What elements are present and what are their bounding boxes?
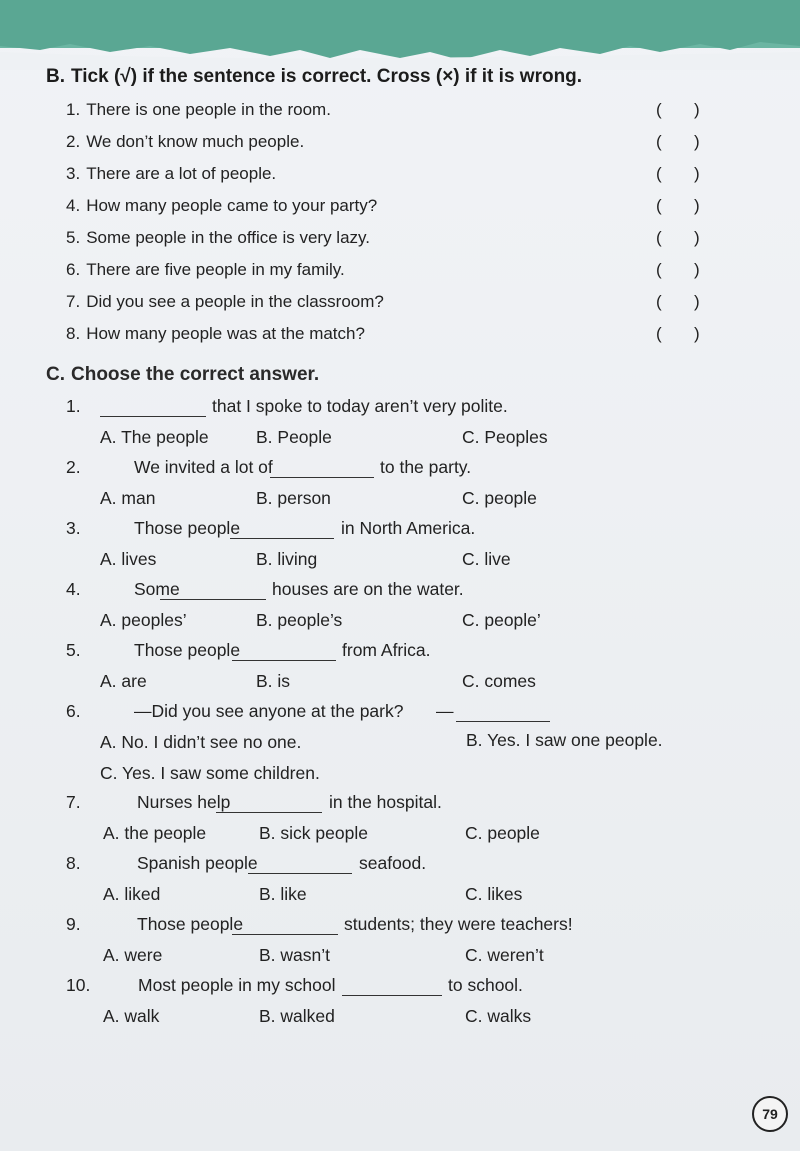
question-text-after: seafood. [359,853,427,873]
answer-paren-close[interactable]: ) [694,324,700,343]
question-text-after: to the party. [380,457,472,477]
question-text-before: We invited a lot of [134,457,273,477]
answer-blank[interactable] [100,396,206,417]
b-item-text: How many people was at the match? [86,324,365,343]
section-b-letter: B. [46,66,65,87]
question-text-after: houses are on the water. [272,579,464,599]
answer-paren-open[interactable]: ( [656,292,662,311]
answer-option[interactable]: B. people’s [256,610,343,630]
answer-option[interactable]: A. the people [103,823,207,843]
b-item-text: There is one people in the room. [86,100,331,119]
b-item-number: 8. [66,324,81,343]
question [66,853,706,877]
answer-paren-close[interactable]: ) [694,228,700,247]
section-b-instruction: Tick (√) if the sentence is correct. Cross (×) if it is wrong. [71,66,583,87]
question-number: 6. [66,701,81,721]
question-text-after: to school. [448,975,523,995]
question [66,518,706,542]
answer-blank[interactable] [160,579,266,600]
answer-blank[interactable] [456,701,550,722]
answer-paren-close[interactable]: ) [694,292,700,311]
answer-option[interactable]: C. comes [462,671,536,691]
question-number: 10. [66,975,91,995]
b-item-text: Some people in the office is very lazy. [86,228,370,247]
answer-option[interactable]: B. person [256,488,331,508]
answer-paren-open[interactable]: ( [656,260,662,279]
question-text-before: —Did you see anyone at the park? [134,701,404,721]
answer-option[interactable]: C. Yes. I saw some children. [100,763,320,783]
answer-option[interactable]: C. weren’t [465,945,544,965]
question [66,457,706,481]
answer-paren-close[interactable]: ) [694,164,700,183]
answer-option[interactable]: C. people’ [462,610,541,630]
question [66,579,706,603]
answer-option[interactable]: C. people [462,488,537,508]
answer-option[interactable]: A. are [100,671,147,691]
answer-option[interactable]: A. man [100,488,156,508]
b-item [66,228,706,254]
section-c-letter: C. [46,364,65,385]
question [66,396,706,420]
answer-option[interactable]: C. people [465,823,540,843]
question-text-before: Nurses help [137,792,231,812]
b-item-line [66,100,331,120]
b-item [66,100,706,126]
answer-option[interactable]: B. like [259,884,307,904]
question [66,975,706,999]
answer-paren-open[interactable]: ( [656,100,662,119]
b-item-number: 7. [66,292,81,311]
question-text-after: in North America. [341,518,476,538]
answer-option[interactable]: A. were [103,945,163,965]
answer-option[interactable]: A. No. I didn’t see no one. [100,732,302,752]
header-wave [0,0,800,60]
question-text-before: Some [134,579,180,599]
question-text-after: in the hospital. [329,792,442,812]
b-item-line [66,132,304,152]
question-text-after: from Africa. [342,640,431,660]
answer-paren-open[interactable]: ( [656,324,662,343]
b-item [66,196,706,222]
b-item-number: 5. [66,228,81,247]
question-number: 7. [66,792,81,812]
question-number: 4. [66,579,81,599]
answer-option[interactable]: B. wasn’t [259,945,330,965]
question-number: 3. [66,518,81,538]
answer-blank[interactable] [232,640,336,661]
answer-paren-close[interactable]: ) [694,196,700,215]
answer-blank[interactable] [232,914,338,935]
question [66,914,706,938]
b-item-number: 6. [66,260,81,279]
question-text-before: Those people [137,914,244,934]
question-text-before: Those people [134,640,241,660]
question [66,792,706,816]
section-c-instruction: Choose the correct answer. [71,364,320,385]
b-item-number: 1. [66,100,81,119]
answer-paren-open[interactable]: ( [656,132,662,151]
b-item [66,260,706,286]
question-text-before: Those people [134,518,241,538]
answer-option[interactable]: A. lives [100,549,157,569]
b-item-number: 2. [66,132,81,151]
b-item-number: 3. [66,164,81,183]
answer-paren-open[interactable]: ( [656,228,662,247]
b-item-line [66,260,345,280]
answer-paren-open[interactable]: ( [656,164,662,183]
b-item [66,132,706,158]
page-number: 79 [752,1096,788,1132]
answer-paren-close[interactable]: ) [694,260,700,279]
b-item-line [66,164,276,184]
b-item-text: Did you see a people in the classroom? [86,292,384,311]
header-decoration [0,0,800,70]
answer-paren-open[interactable]: ( [656,196,662,215]
question-text-after: that I spoke to today aren’t very polite. [212,396,508,416]
b-item-text: We don’t know much people. [86,132,305,151]
b-item-text: How many people came to your party? [86,196,378,215]
answer-blank[interactable] [248,853,352,874]
question-text-before: Spanish people [137,853,258,873]
answer-paren-close[interactable]: ) [694,100,700,119]
answer-option[interactable]: C. likes [465,884,523,904]
question-text-before: Most people in my school [138,975,336,995]
question-number: 1. [66,396,81,416]
b-item-line [66,292,384,312]
answer-blank[interactable] [342,975,442,996]
question [66,640,706,664]
answer-option[interactable]: B. People [256,427,332,447]
answer-option[interactable]: A. The people [100,427,209,447]
b-item-line [66,228,370,248]
question-number: 5. [66,640,81,660]
question-number: 8. [66,853,81,873]
answer-option[interactable]: C. Peoples [462,427,548,447]
b-item [66,324,706,350]
answer-option[interactable]: B. living [256,549,318,569]
answer-option[interactable]: A. peoples’ [100,610,187,630]
b-item-text: There are a lot of people. [86,164,277,183]
answer-option[interactable]: B. is [256,671,291,691]
answer-paren-close[interactable]: ) [694,132,700,151]
question-text-after: students; they were teachers! [344,914,573,934]
answer-option[interactable]: B. sick people [259,823,368,843]
b-item-line [66,196,377,216]
section-b-title [46,66,582,88]
b-item [66,292,706,318]
answer-option[interactable]: C. live [462,549,511,569]
question-number: 9. [66,914,81,934]
answer-option[interactable]: A. liked [103,884,161,904]
answer-blank[interactable] [230,518,334,539]
b-item-number: 4. [66,196,81,215]
answer-option[interactable]: A. walk [103,1006,160,1026]
b-item [66,164,706,190]
answer-option[interactable]: C. walks [465,1006,532,1026]
question-text-after: — [436,701,454,721]
answer-option[interactable]: B. walked [259,1006,335,1026]
section-c-title [46,364,319,386]
answer-option[interactable]: B. Yes. I saw one people. [466,730,663,750]
question-number: 2. [66,457,81,477]
b-item-line [66,324,365,344]
b-item-text: There are five people in my family. [86,260,345,279]
answer-blank[interactable] [270,457,374,478]
answer-blank[interactable] [216,792,322,813]
question [66,701,706,725]
